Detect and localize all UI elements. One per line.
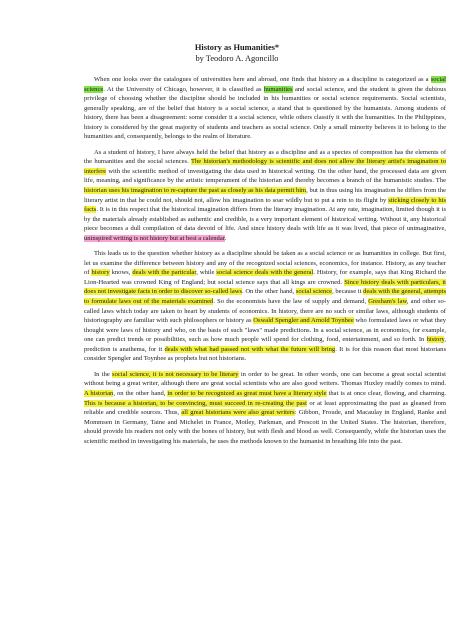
body-paragraph — [84, 370, 446, 446]
paragraph-text: knows, — [109, 269, 133, 277]
highlighted-text: This is because a historian, to be convincing, must succeed in re-creating the past — [84, 399, 307, 407]
highlighted-text: Since history deals with particulars, it does not investigate facts in order to discover so-called laws — [84, 278, 446, 296]
paragraph-text: . — [224, 234, 227, 242]
paragraph-text: : Gibbon, Froude, and Macaulay in England, Ranke and Mommsen in Germany, Taine and Michelet in France, Motley, Parkman, and Prescott in the United States. The historian, therefore, should provide his readers not only with the bones of history, but with flesh and blood as well. Consequently, while the historian uses the scientific method in investigating his materials, he uses the methods known to the humanist in breathing life into the past. — [84, 409, 447, 445]
paragraph-text: or at least approximating the past as gleaned from reliable and credible sources. Thus, — [84, 399, 447, 417]
highlighted-text: deals with what had passed not with what the future will bring — [164, 345, 336, 353]
highlighted-text: Oswald Spengler and Arnold Toynbee — [253, 317, 354, 325]
paragraph-text: . It is in this respect that the historical imagination differs from the literary imagination. At any rate, imagination, limited though it is by the materials already established as authentic and credible, is a very important element of historical writing. Without it, any historical piece becomes a dull compilation of data devoid of life. And since history deals with life as it was lived, that piece of unimaginative, — [84, 206, 446, 233]
highlighted-text: in order to be recognized as great must have a literary style — [167, 389, 327, 397]
paragraph-text: . On the other hand, — [242, 288, 296, 296]
highlighted-text: A historian — [84, 389, 114, 397]
highlighted-text: social science, it is not necessary to be literary — [112, 370, 239, 378]
paragraph-text: , on the other hand, — [113, 389, 168, 397]
paragraph-text: . At the University of Chicago, however, it is classified as — [103, 85, 264, 93]
document-title: History as Humanities* — [194, 43, 280, 52]
paragraph-text: and social science, and the student is given the dubious privilege of choosing whether the discipline should be included in his humanities or social science requirements. Social scientists, generally speaking, are of the belief that history is a social science, a stand that is questioned by the humanists. Among students of history, there has been a disagreement: some consider it a social science, while others classify it with the humanities. In the Philippines, history is considered by the great majority of students and teachers as social science. Only a small minority believes it to belong to the humanities and, consequently, belongs to the realm of literature. — [84, 85, 447, 141]
paragraph-text: , prediction is anathema, for it — [84, 336, 446, 353]
document-body — [84, 75, 446, 452]
paragraph-text: in order to be great. In other words, one can become a great social scientist without being a great writer, although there are great social scientists who are also good writers. Thomas Huxley readily comes to mind. — [84, 370, 446, 388]
body-paragraph — [84, 75, 446, 142]
highlighted-text: deals with the particular — [132, 269, 197, 277]
paragraph-text: In the — [94, 370, 113, 378]
highlighted-text: sticking closely to his facts — [84, 196, 446, 214]
paragraph-text: This leads us to the question whether history as a discipline should be taken as a social science or as humanities in college. But first, let us examine the difference between history and any of the recognized social sciences, economics, for instance. History, as any teacher of — [84, 250, 446, 277]
body-paragraph — [84, 148, 446, 243]
paragraph-text: , because it — [332, 288, 364, 296]
paragraph-text: , but in thus using his imagination he differs from the literary artist in that he could not, should not, allow his imagination to soar wildly but to put a rein to its flight by — [84, 187, 446, 204]
paragraph-text: As a student of history, I have always held the belief that history as a discipline and as a species of composition has the elements of the humanities and the social sciences. — [84, 148, 446, 166]
highlighted-text: social science deals with the general — [216, 269, 314, 277]
highlighted-text: uninspired writing is not history but at best a calendar — [84, 234, 225, 242]
paragraph-text: with the scientific method of investigating the data used in historical writing. On the other hand, the processed data are given life, meaning, and significance by the artistic temperament of the historian and thereby becomes a branch of the humanistic studies. The — [84, 167, 446, 185]
highlighted-text: historian uses his imagination to re-capture the past as closely as his data permit him — [84, 187, 307, 195]
document-byline: by Teodoro A. Agoncillo — [195, 54, 279, 63]
highlighted-text: all great historians were also great writers — [181, 409, 295, 417]
body-paragraph — [84, 249, 446, 364]
highlighted-text: Gresham's law — [368, 298, 407, 306]
paragraph-text: , while — [196, 269, 217, 277]
highlighted-text: social science — [84, 76, 446, 93]
highlighted-text: The historian's methodology is scientific and does not allow the literary artist's imagination to interfere — [84, 158, 446, 175]
highlighted-text: history — [426, 336, 445, 344]
paragraph-text: When one looks over the catalogues of universities here and abroad, one finds that history as a discipline is categorized as a — [94, 76, 431, 83]
paragraph-text: who formulated laws or what they thought were laws of history and who, on the basis of such "laws" made predictions. In a social science, as in economics, for example, one can predict trends or possibilities, such as how much people will spend for clothing, food, entertainment, and so forth. In — [84, 317, 446, 344]
highlighted-text: humanities — [263, 85, 293, 93]
highlighted-text: social science — [295, 288, 333, 296]
paragraph-text: . History, for example, says that King Richard the Lion-Hearted was crowned King of England; but social science says that all kings are crowned. — [84, 269, 447, 286]
paragraph-text: . So the economists have the law of supply and demand, — [213, 298, 369, 306]
highlighted-text: deals with the general, attempts to formulate laws out of the materials examined — [84, 288, 447, 306]
paragraph-text: . It is for this reason that most historians consider Spengler and Toynbee as prophets but not historians. — [84, 345, 446, 363]
paragraph-text: that is at once clear, flowing, and charming. — [326, 389, 446, 397]
paragraph-text: , and other so-called laws which today are taken to heart by students of economics. In history, there are no such or similar laws, although students of historiography are familiar with such philosophers or history as — [84, 298, 447, 325]
highlighted-text: history — [91, 269, 110, 277]
